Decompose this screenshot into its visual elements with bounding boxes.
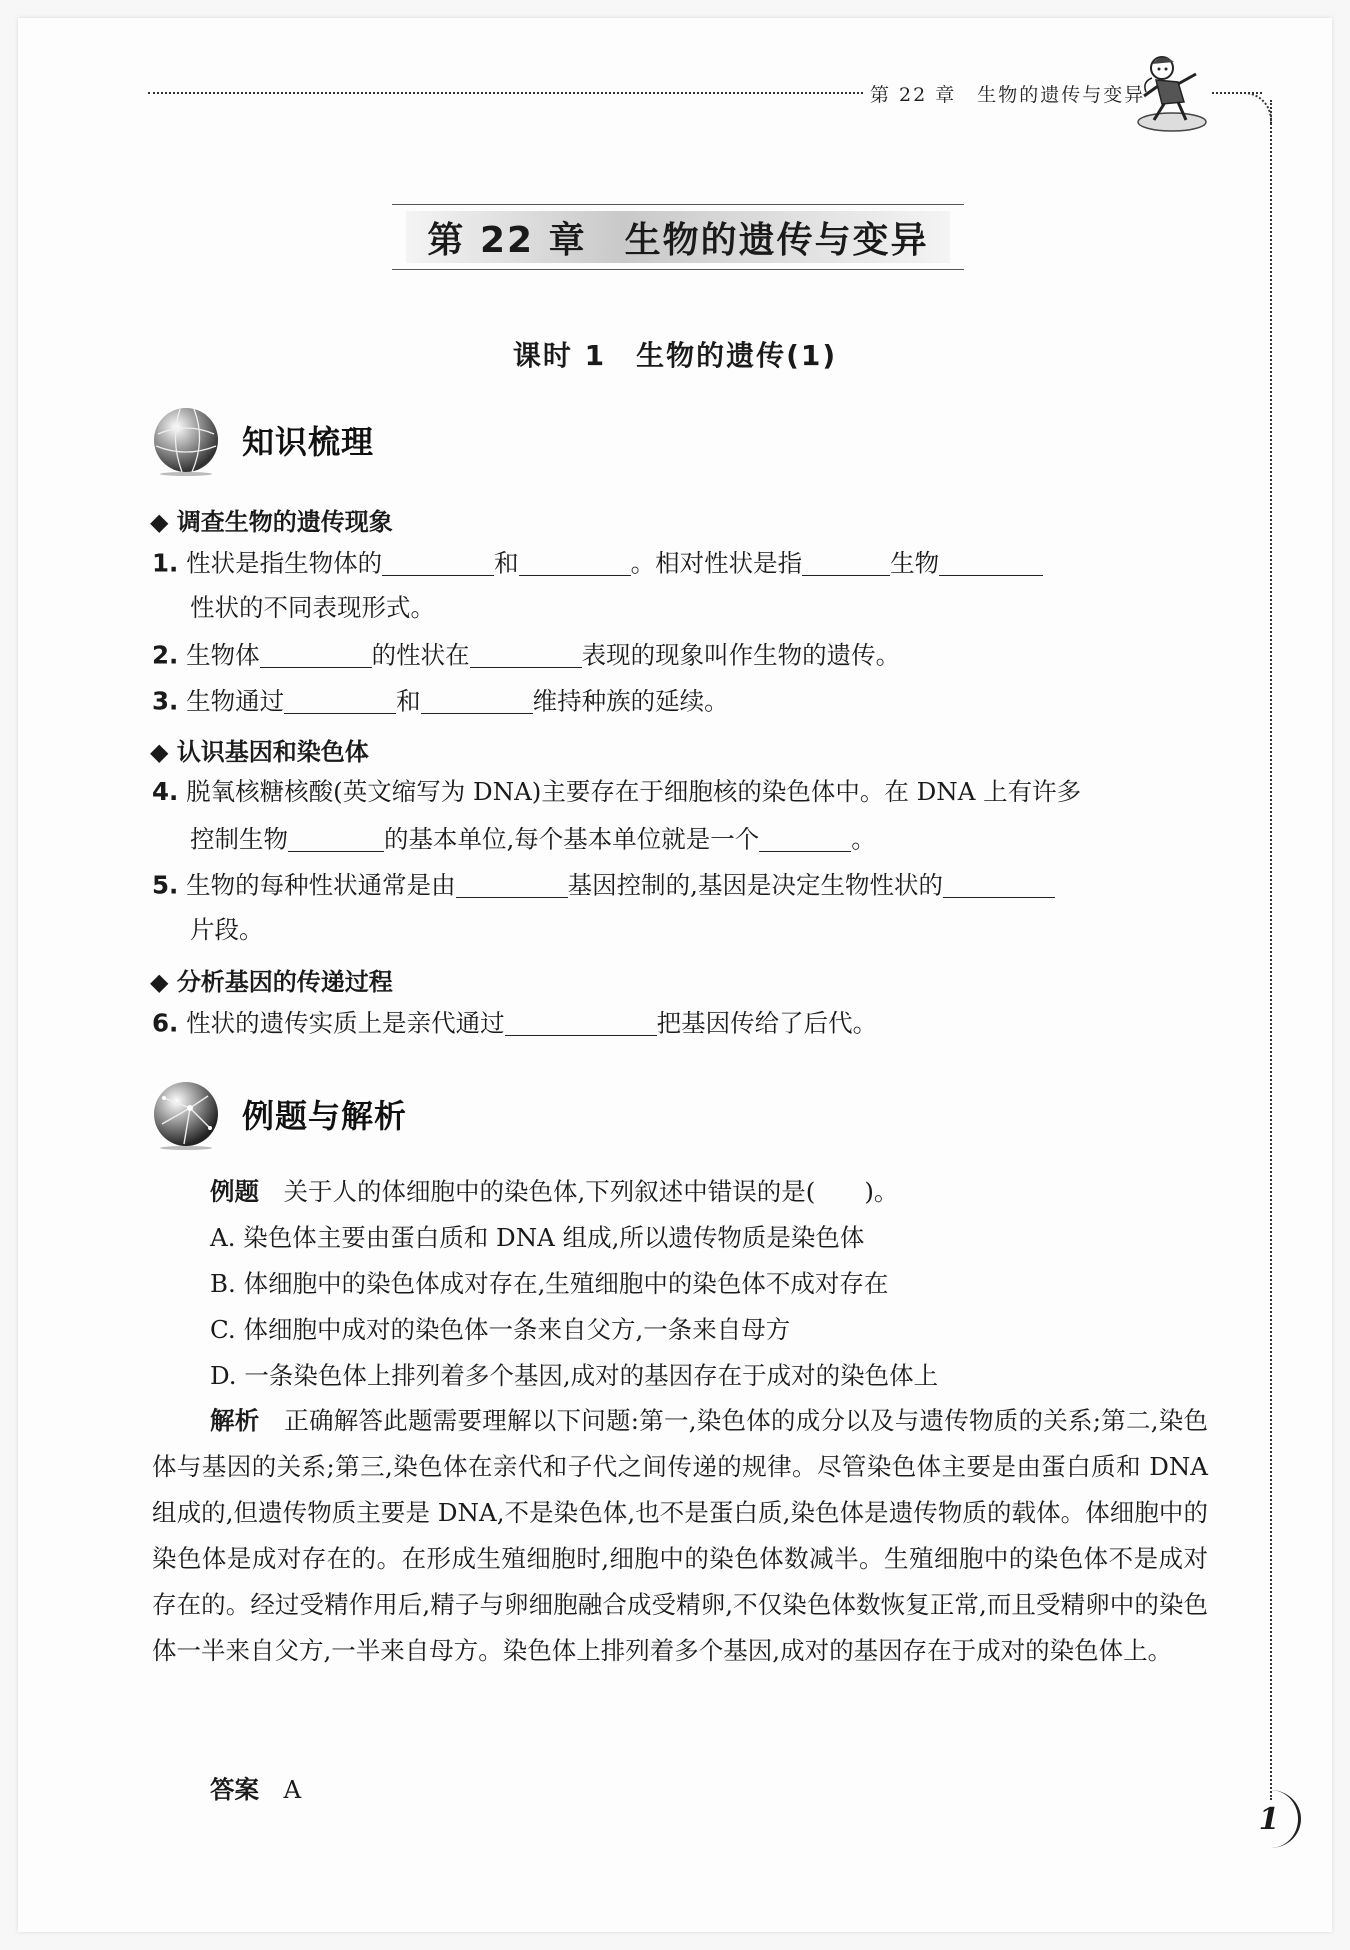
option-a: A. 染色体主要由蛋白质和 DNA 组成,所以遗传物质是染色体 [210,1223,865,1252]
header-dotted-rule [148,92,863,94]
option-c: C. 体细胞中成对的染色体一条来自父方,一条来自母方 [210,1315,791,1344]
question-5-cont: 片段。 [190,915,264,944]
analysis-paragraph: 解析 正确解答此题需要理解以下问题:第一,染色体的成分以及与遗传物质的关系;第二,染色体与基因的关系;第三,染色体在亲代和子代之间传递的规律。尽管染色体主要是由蛋白质和 DNA 组成的,但遗传物质主要是 DNA,不是染色体,也不是蛋白质,染色体是遗传物质的载体。体细胞中的染色体是成对存在的。在形成生殖细胞时,细胞中的染色体数减半。生殖细胞中的染色体不是成对存在的。经过受精作用后,精子与卵细胞融合成受精卵,不仅染色体数恢复正常,而且受精卵中的染色体一半来自父方,一半来自母方。染色体上排列着多个基因,成对的基因存在于成对的染色体上。 [152,1406,1208,1665]
option-d: D. 一条染色体上排列着多个基因,成对的基因存在于成对的染色体上 [210,1361,939,1390]
topic-heading: ◆ 认识基因和染色体 [150,738,369,766]
question-2: 2. 生物体 的性状在 表现的现象叫作生物的遗传。 [152,640,901,670]
topic-heading: ◆ 调查生物的遗传现象 [150,508,393,536]
section-title: 知识梳理 [242,423,375,461]
option-b: B. 体细胞中的染色体成对存在,生殖细胞中的染色体不成对存在 [210,1269,889,1298]
section-title: 例题与解析 [242,1097,408,1135]
section-knowledge [150,400,374,480]
globe-icon [150,1078,222,1150]
chapter-banner [392,204,964,270]
page-number: 1 [1240,1790,1301,1848]
question-4-cont: 控制生物 的基本单位,每个基本单位就是一个 。 [190,824,876,854]
question-1-cont: 性状的不同表现形式。 [190,593,435,622]
globe-icon [150,404,222,476]
mascot-icon [1132,52,1210,134]
topic-heading: ◆ 分析基因的传递过程 [150,968,393,996]
question-5: 5. 生物的每种性状通常是由 基因控制的,基因是决定生物性状的 [152,872,1055,898]
lesson-title: 课时 1 生物的遗传(1) [512,339,838,372]
question-4: 4. 脱氧核糖核酸(英文缩写为 DNA)主要存在于细胞核的染色体中。在 DNA 上有许多 [152,777,1082,806]
running-header: 第 22 章 生物的遗传与变异 [870,84,1146,106]
example-question: 例题 关于人的体细胞中的染色体,下列叙述中错误的是( )。 [210,1177,899,1206]
section-examples [150,1074,407,1154]
chapter-title: 第 22 章 生物的遗传与变异 [427,219,929,261]
answer: 答案 A [210,1775,302,1804]
question-3: 3. 生物通过 和 维持种族的延续。 [152,686,729,716]
question-1: 1. 性状是指生物体的 和 。相对性状是指 生物 [152,550,1043,576]
question-6: 6. 性状的遗传实质上是亲代通过 把基因传给了后代。 [152,1008,878,1038]
